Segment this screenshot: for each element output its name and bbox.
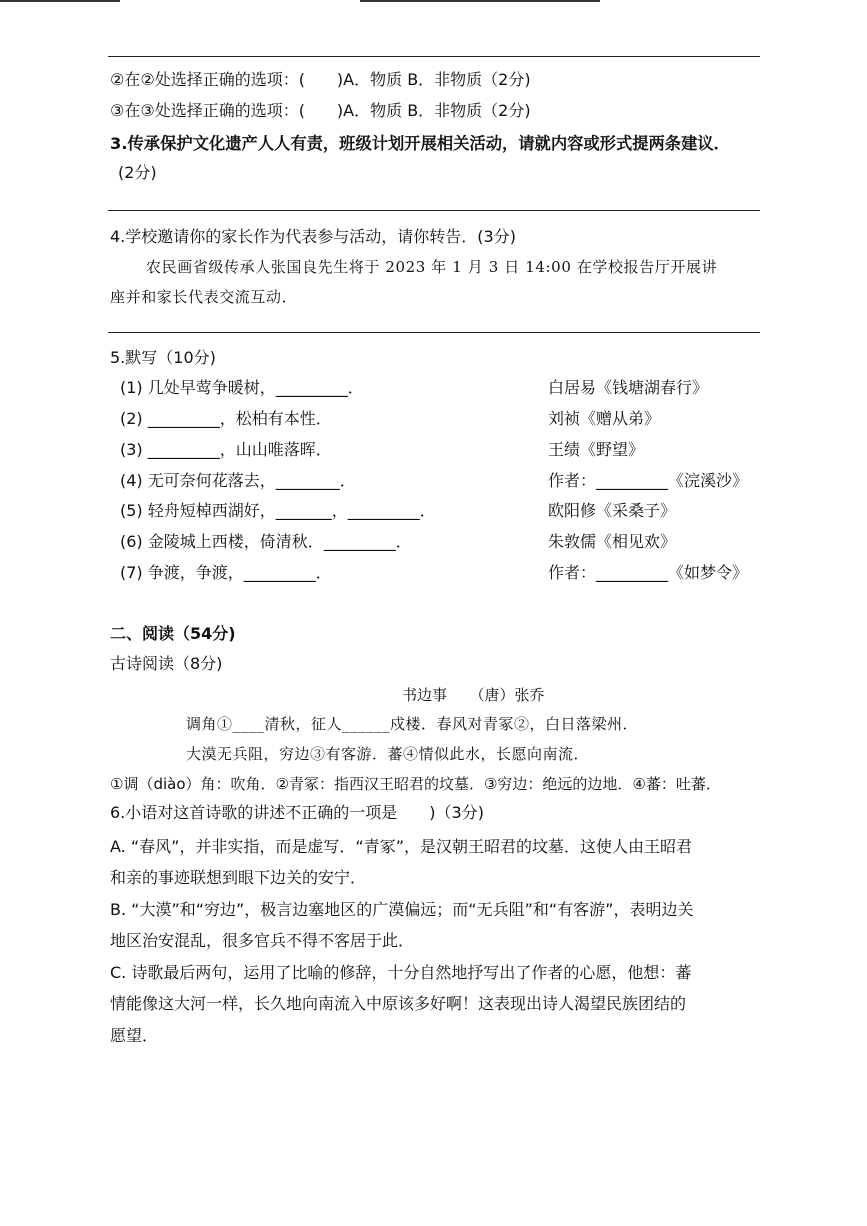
scan-edge-mark	[0, 0, 120, 2]
q3-option-line: ③在③处选择正确的选项：( )A．物质 B．非物质（2分)	[110, 101, 531, 120]
option-c-line2: 情能像这大河一样，长久地向南流入中原该多好啊！这表现出诗人渴望民族团结的	[110, 994, 687, 1013]
dictation-item: (2) _________，松柏有本性．	[120, 409, 332, 428]
dictation-source: 刘祯《赠从弟》	[548, 409, 661, 428]
dictation-item: (6) 金陵城上西楼，倚清秋．_________．	[120, 532, 412, 551]
answer-line	[108, 56, 760, 57]
question-4-title: 4.学校邀请你的家长作为代表参与活动，请你转告．(3分)	[110, 227, 516, 246]
option-c-line1: C. 诗歌最后两句，运用了比喻的修辞，十分自然地抒写出了作者的心愿，他想：蕃	[110, 963, 692, 982]
subsection-title: 古诗阅读（8分)	[110, 654, 223, 673]
scan-edge-mark	[360, 0, 600, 2]
question-4-body-line2: 座并和家长代表交流互动．	[110, 288, 298, 306]
dictation-source: 白居易《钱塘湖春行》	[548, 378, 709, 397]
dictation-item: (1) 几处早莺争暖树，_________．	[120, 378, 364, 397]
question-3-score: (2分)	[118, 163, 157, 182]
dictation-source: 王绩《野望》	[548, 440, 645, 459]
dictation-source: 朱敦儒《相见欢》	[548, 532, 677, 551]
option-c-line3: 愿望．	[110, 1026, 159, 1045]
option-b-line2: 地区治安混乱，很多官兵不得不客居于此．	[110, 931, 415, 950]
option-a-line2: 和亲的事迹联想到眼下边关的安宁．	[110, 868, 367, 887]
answer-line	[108, 332, 760, 333]
option-a-line1: A. “春风”，并非实指，而是虚写．“青冢”，是汉朝王昭君的坟墓．这使人由王昭君	[110, 837, 692, 856]
dictation-source: 欧阳修《采桑子》	[548, 501, 677, 520]
question-5-title: 5.默写（10分)	[110, 348, 216, 367]
poem-title: 书边事 （唐）张乔	[402, 686, 545, 704]
question-3-text: 3.传承保护文化遗产人人有责，班级计划开展相关活动，请就内容或形式提两条建议．	[110, 134, 730, 153]
dictation-item: (4) 无可奈何花落去，________．	[120, 471, 356, 490]
poem-notes: ①调（diào）角：吹角．②青冢：指西汉王昭君的坟墓．③穷边：绝远的边地．④蕃：吐蕃．	[110, 775, 721, 793]
dictation-item: (7) 争渡，争渡，_________．	[120, 563, 332, 582]
poem-line-1: 调角①____清秋，征人______戍楼．春风对青冢②，白日落梁州．	[186, 715, 639, 733]
section-title: 二、阅读（54分)	[110, 624, 236, 643]
q2-option-line: ②在②处选择正确的选项：( )A．物质 B．非物质（2分)	[110, 70, 531, 89]
answer-line	[108, 210, 760, 211]
question-6-title: 6.小语对这首诗歌的讲述不正确的一项是 )（3分)	[110, 803, 484, 822]
dictation-source: 作者：_________《如梦令》	[548, 563, 749, 582]
option-b-line1: B. “大漠”和“穷边”，极言边塞地区的广漠偏远；而“无兵阻”和“有客游”，表明边关	[110, 900, 694, 919]
dictation-item: (3) _________，山山唯落晖．	[120, 440, 332, 459]
question-4-body-line1: 农民画省级传承人张国良先生将于 2023 年 1 月 3 日 14:00 在学校报告厅开展讲	[146, 258, 718, 276]
dictation-item: (5) 轻舟短棹西湖好，_______，_________．	[120, 501, 436, 520]
dictation-source: 作者：_________《浣溪沙》	[548, 471, 749, 490]
poem-line-2: 大漠无兵阻，穷边③有客游．蕃④情似此水，长愿向南流．	[186, 745, 590, 763]
